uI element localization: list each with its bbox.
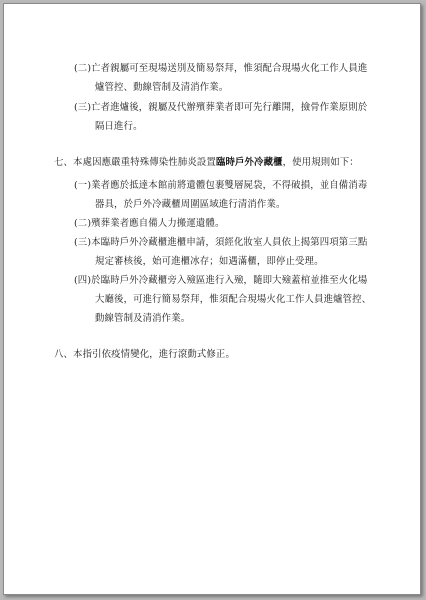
item-3-line-1: (三)亡者進爐後，親屬及代辦殯葬業者即可先行離開，撿骨作業原則於: [74, 102, 368, 113]
section-7-item-4-line-1: (四)於臨時戶外冷藏櫃旁入殮區進行入殮，隨即大殮蓋棺並推至火化場: [74, 275, 368, 286]
section-8-text: 八、本指引依疫情變化，進行滾動式修正。: [54, 349, 235, 360]
section-7-item-1-line-2: 器具，於戶外冷藏櫃周圍區域進行清消作業。: [95, 199, 286, 210]
document-page: [3, 3, 421, 595]
item-3-line-2: 隔日進行。: [95, 121, 143, 132]
section-7-heading-emphasis: 臨時戶外冷藏櫃: [215, 157, 283, 168]
section-7-heading: [54, 157, 359, 169]
section-7-item-4-line-2: 大廳後，可進行簡易祭拜，惟須配合現場火化工作人員進爐管控、: [95, 294, 372, 305]
section-7-item-3-line-2: 規定審核後，始可進櫃冰存；如遇滿櫃，即停止受理。: [95, 256, 324, 267]
section-7-item-3-line-1: (三)本臨時戶外冷藏櫃進櫃申請，須經化妝室人員依上揭第四項第三點: [74, 237, 368, 248]
section-7-heading-suffix: ，使用規則如下：: [282, 157, 359, 168]
section-7-item-1-line-1: (一)業者應於抵達本館前將遺體包裹雙層屍袋，不得破損，並自備消毒: [74, 180, 368, 191]
item-2-line-2: 爐管控、動線管制及清消作業。: [95, 82, 229, 93]
section-7-item-2-line-1: (二)殯葬業者應自備人力搬運遺體。: [74, 218, 225, 229]
section-7-heading-prefix: 七、本處因應嚴重特殊傳染性肺炎設置: [54, 157, 216, 168]
item-2-line-1: (二)亡者親屬可至現場送別及簡易祭拜，惟須配合現場火化工作人員進: [74, 63, 368, 74]
section-7-item-4-line-3: 動線管制及清消作業。: [95, 313, 191, 324]
